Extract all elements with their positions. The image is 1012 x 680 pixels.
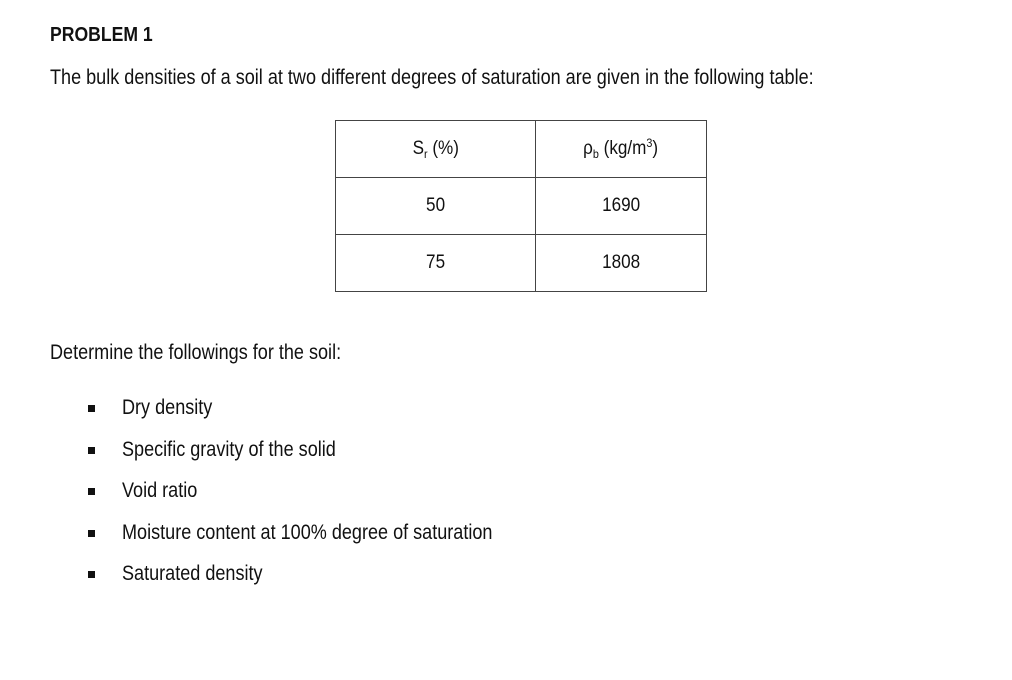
header-rho-superscript: 3 [646,136,653,150]
header-rho [536,121,707,178]
table-header-row [336,121,707,178]
square-bullet-icon [88,488,95,495]
header-rho-unit: (kg/m [599,138,647,159]
square-bullet-icon [88,405,95,412]
header-sr [336,121,536,178]
data-table [335,120,707,292]
header-rho-unit-close: ) [652,138,659,159]
square-bullet-icon [88,447,95,454]
problem-title: PROBLEM 1 [50,24,153,46]
table-row [336,178,707,235]
cell-rho: 1690 [536,178,707,235]
header-sr-unit: (%) [427,138,459,159]
list-item-text: Moisture content at 100% degree of saturation [122,520,493,544]
cell-sr: 75 [336,235,536,292]
square-bullet-icon [88,530,95,537]
cell-rho: 1808 [536,235,707,292]
header-sr-symbol: S [412,138,424,159]
list-item-text: Specific gravity of the solid [122,437,336,461]
list-item-text: Dry density [122,396,213,419]
header-rho-symbol: ρ [583,138,594,159]
cell-sr: 50 [336,178,536,235]
header-sr-subscript: r [423,147,428,161]
problem-intro: The bulk densities of a soil at two different degrees of saturation are given in the following table: [50,66,814,89]
table-row [336,235,707,292]
determine-heading: Determine the followings for the soil: [50,341,342,364]
square-bullet-icon [88,571,95,578]
list-item-text: Saturated density [122,562,263,585]
list-item-text: Void ratio [122,479,198,502]
header-rho-subscript: b [593,147,600,161]
